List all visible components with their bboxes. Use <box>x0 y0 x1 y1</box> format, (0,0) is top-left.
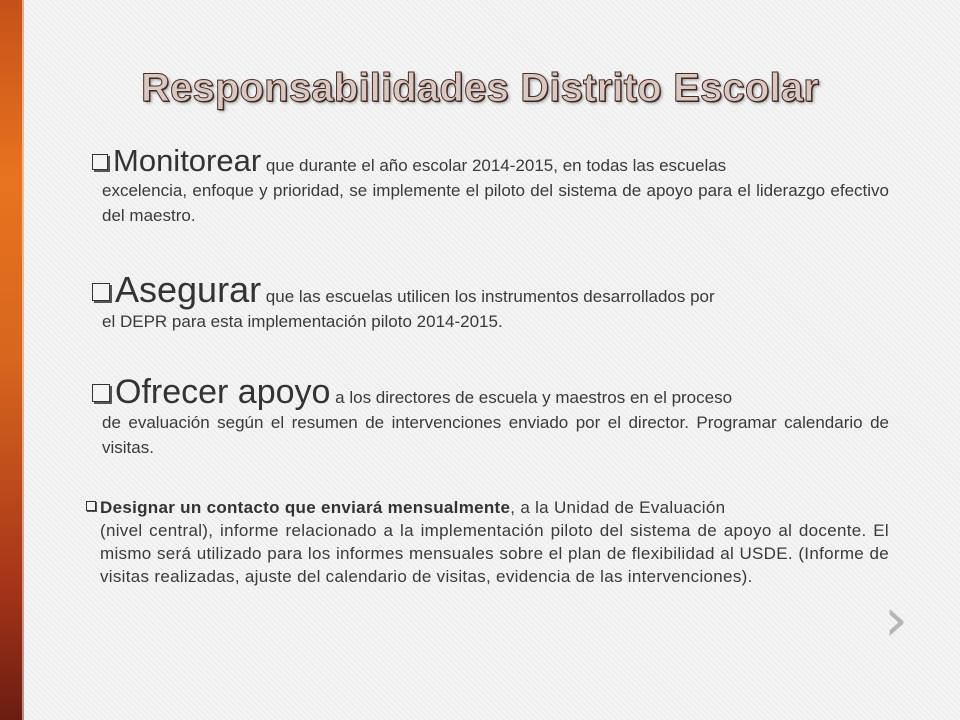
bullet-continuation: de evaluación según el resumen de intervenciones enviado por el director. Programar calendario de visitas. <box>102 413 889 457</box>
bullet-lead: Asegurar <box>115 269 262 310</box>
bullet-first-line <box>92 269 889 310</box>
bullet-monitorear <box>92 143 889 228</box>
bullet-ofrecer-apoyo <box>92 373 889 460</box>
bullet-text: que durante el año escolar 2014-2015, en todas las escuelas <box>261 156 727 175</box>
bullet-first-line <box>92 143 889 178</box>
checkbox-bullet-icon <box>92 384 110 402</box>
checkbox-bullet-icon <box>92 154 108 170</box>
checkbox-bullet-icon <box>86 501 96 511</box>
bullet-text: a los directores de escuela y maestros en el proceso <box>330 388 733 407</box>
bullet-asegurar <box>92 269 889 334</box>
bullet-first-line <box>92 373 889 411</box>
bullet-continuation: excelencia, enfoque y prioridad, se implemente el piloto del sistema de apoyo para el liderazgo efectivo del maestro. <box>102 181 889 225</box>
bullet-designar-contacto <box>86 496 889 588</box>
slide-title: Responsabilidades Distrito Escolar <box>140 66 820 110</box>
bullet-continuation: el DEPR para esta implementación piloto 2014-2015. <box>102 312 503 331</box>
bullet-text: , a la Unidad de Evaluación <box>510 498 726 517</box>
checkbox-bullet-icon <box>92 283 110 301</box>
bullet-lead: Ofrecer apoyo <box>115 373 331 411</box>
bullet-lead: Designar un contacto que enviará mensualmente <box>100 498 511 517</box>
bullet-continuation: (nivel central), informe relacionado a la implementación piloto del sistema de apoyo al docente. El mismo será utilizado para los informes mensuales sobre el plan de flexibilidad al USDE. (Informe de visitas realizadas, ajuste del calendario de visitas, evidencia de las intervenciones). <box>100 521 889 586</box>
bullet-first-line <box>86 496 889 519</box>
bullet-text: que las escuelas utilicen los instrumentos desarrollados por <box>261 287 715 306</box>
chevron-right-icon[interactable]: › <box>884 585 908 655</box>
bullet-lead: Monitorear <box>113 143 262 178</box>
